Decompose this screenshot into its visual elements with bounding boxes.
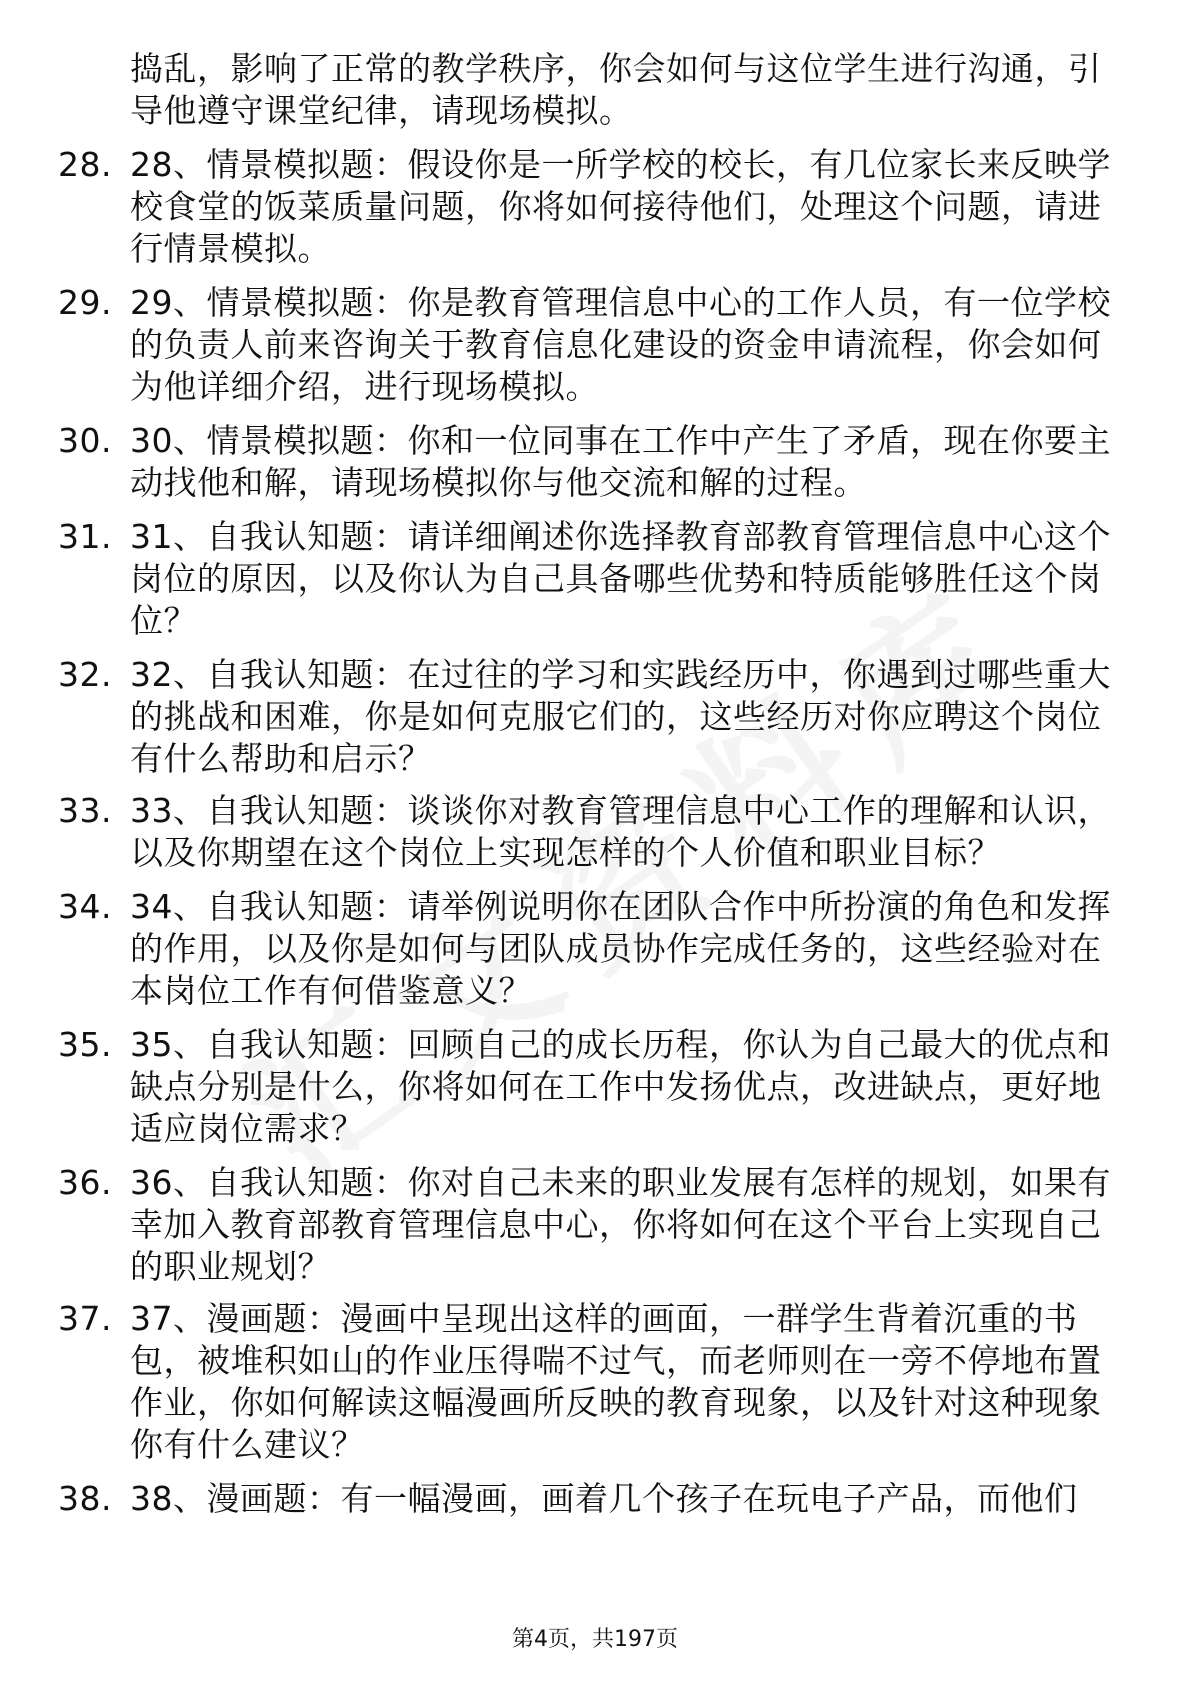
item-number: 29. <box>58 283 112 322</box>
item-number: 32. <box>58 655 112 694</box>
list-item <box>58 790 1118 874</box>
item-text: 35、自我认知题：回顾自己的成长历程，你认为自己最大的优点和缺点分别是什么，你将如何在工作中发扬优点，改进缺点，更好地适应岗位需求？ <box>130 1025 1111 1148</box>
item-number: 30. <box>58 421 112 460</box>
item-text: 28、情景模拟题：假设你是一所学校的校长，有几位家长来反映学校食堂的饭菜质量问题，你将如何接待他们，处理这个问题，请进行情景模拟。 <box>130 145 1111 268</box>
item-text: 33、自我认知题：谈谈你对教育管理信息中心工作的理解和认识，以及你期望在这个岗位上实现怎样的个人价值和职业目标？ <box>130 791 1111 872</box>
item-text: 29、情景模拟题：你是教育管理信息中心的工作人员，有一位学校的负责人前来咨询关于教育信息化建设的资金申请流程，你会如何为他详细介绍，进行现场模拟。 <box>130 283 1111 406</box>
list-item <box>58 654 1118 780</box>
list-item <box>58 1162 1118 1288</box>
page-footer: 第4页，共197页 <box>512 1627 678 1652</box>
item-number: 35. <box>58 1025 112 1064</box>
list-item <box>58 516 1118 642</box>
item-text: 32、自我认知题：在过往的学习和实践经历中，你遇到过哪些重大的挑战和困难，你是如何克服它们的，这些经历对你应聘这个岗位有什么帮助和启示？ <box>130 655 1111 778</box>
list-item <box>58 886 1118 1012</box>
item-number: 28. <box>58 145 112 184</box>
item-number: 36. <box>58 1163 112 1202</box>
item-text: 30、情景模拟题：你和一位同事在工作中产生了矛盾，现在你要主动找他和解，请现场模拟你与他交流和解的过程。 <box>130 421 1111 502</box>
item-number: 34. <box>58 887 112 926</box>
item-number: 37. <box>58 1299 112 1338</box>
item-text: 36、自我认知题：你对自己未来的职业发展有怎样的规划，如果有幸加入教育部教育管理信息中心，你将如何在这个平台上实现自己的职业规划？ <box>130 1163 1111 1286</box>
item-text: 38、漫画题：有一幅漫画，画着几个孩子在玩电子产品，而他们 <box>130 1479 1078 1518</box>
item-number: 31. <box>58 517 112 556</box>
list-item <box>58 1024 1118 1150</box>
item-number: 38. <box>58 1479 112 1518</box>
list-item <box>58 1478 1118 1520</box>
intro-paragraph: 捣乱，影响了正常的教学秩序，你会如何与这位学生进行沟通，引导他遵守课堂纪律，请现场模拟。 <box>130 49 1102 130</box>
list-item <box>58 144 1118 270</box>
item-number: 33. <box>58 791 112 830</box>
item-text: 37、漫画题：漫画中呈现出这样的画面，一群学生背着沉重的书包，被堆积如山的作业压得喘不过气，而老师则在一旁不停地布置作业，你如何解读这幅漫画所反映的教育现象，以及针对这种现象你有什么建议？ <box>130 1299 1102 1464</box>
item-text: 31、自我认知题：请详细阐述你选择教育部教育管理信息中心这个岗位的原因，以及你认为自己具备哪些优势和特质能够胜任这个岗位？ <box>130 517 1111 640</box>
item-text: 34、自我认知题：请举例说明你在团队合作中所扮演的角色和发挥的作用，以及你是如何与团队成员协作完成任务的，这些经验对在本岗位工作有何借鉴意义？ <box>130 887 1111 1010</box>
list-item <box>58 420 1118 504</box>
list-item <box>58 1298 1118 1466</box>
list-item <box>58 282 1118 408</box>
